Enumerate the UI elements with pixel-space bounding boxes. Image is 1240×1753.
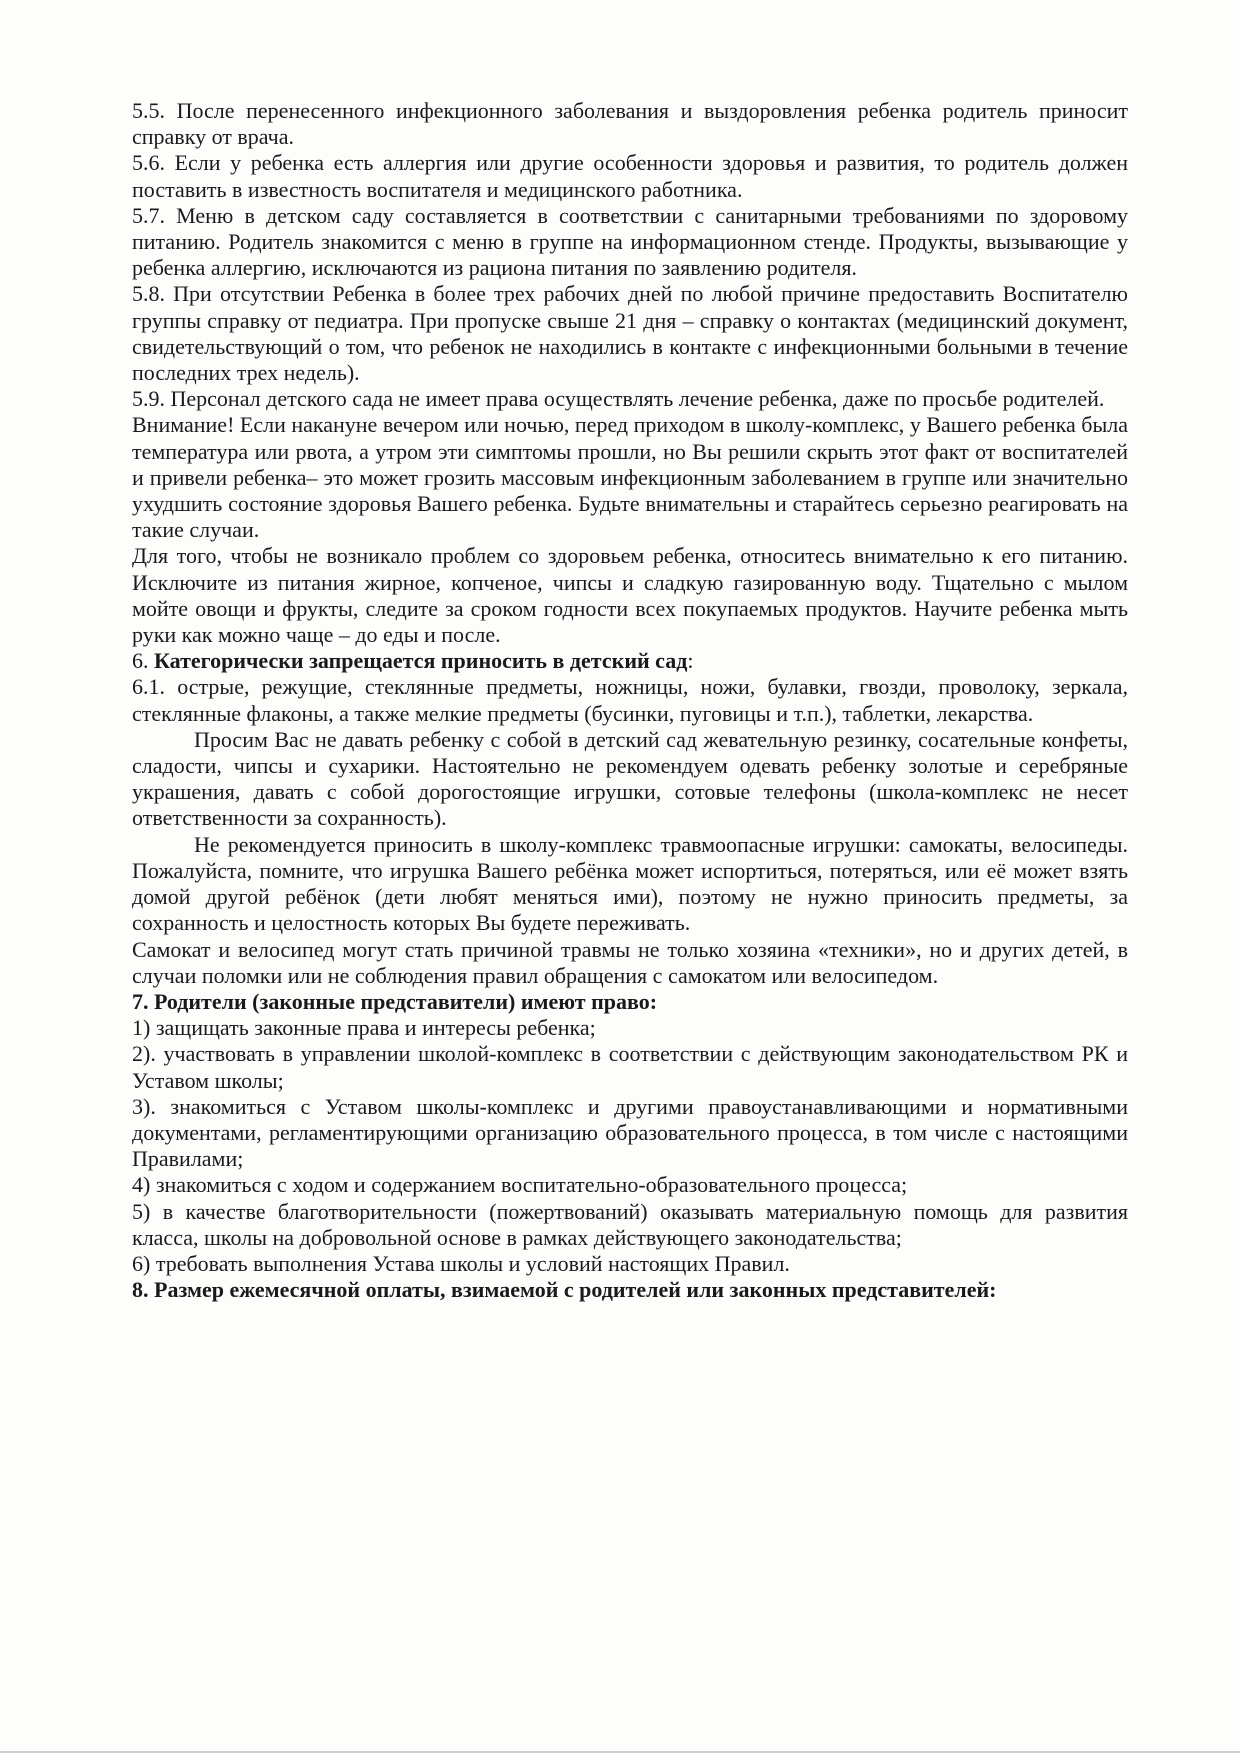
scooter-paragraph: Самокат и велосипед могут стать причиной травмы не только хозяина «техники», но и других детей, в случаи поломки или не соблюдения правил обращения с самокатом или велосипедом. [132,936,1128,988]
section-6-title: Категорически запрещается приносить в детский сад [148,648,688,674]
toys-paragraph: Не рекомендуется приносить в школу-комплекс травмоопасные игрушки: самокаты, велосипеды. Пожалуйста, помните, что игрушка Вашего ребёнка может испортиться, потеряться, или её может взять домой другой ребёнок (дети любят меняться ими), поэтому не нужно приносить предметы, за сохранность и целостность которых Вы будете переживать. [132,831,1128,936]
request-paragraph: Просим Вас не давать ребенку с собой в детский сад жевательную резинку, сосательные конфеты, сладости, чипсы и сухарики. Настоятельно не рекомендуем одевать ребенку золотые и серебряные украшения, давать с собой дорогостоящие игрушки, сотовые телефоны (школа-комплекс не несет ответственности за сохранность). [132,726,1128,831]
nutrition-paragraph: Для того, чтобы не возникало проблем со здоровьем ребенка, относитесь внимательно к его питанию. Исключите из питания жирное, копченое, чипсы и сладкую газированную воду. Тщательно с мылом мойте овощи и фрукты, следите за сроком годности всех покупаемых продуктов. Научите ребенка мыть руки как можно чаще – до еды и после. [132,543,1128,648]
warning-paragraph: Внимание! Если накануне вечером или ночью, перед приходом в школу-комплекс, у Вашего ребенка была температура или рвота, а утром эти симптомы прошли, но Вы решили скрыть этот факт от воспитателей и привели ребенка– это может грозить массовым инфекционным заболеванием в группе или значительно ухудшить состояние здоровья Вашего ребенка. Будьте внимательны и старайтесь серьезно реагировать на такие случаи. [132,412,1128,543]
right-item: 3). знакомиться с Уставом школы-комплекс и другими правоустанавливающими и нормативными документами, регламентирующими организацию образовательного процесса, в том числе с настоящими Правилами; [132,1093,1128,1172]
right-item: 5) в качестве благотворительности (пожертвований) оказывать материальную помощь для развития класса, школы на добровольной основе в рамках действующего законодательства; [132,1198,1128,1250]
right-item: 2). участвовать в управлении школой-комплекс в соответствии с действующим законодательством РК и Уставом школы; [132,1041,1128,1093]
section-6-number: 6. [132,648,149,674]
paragraph-5-6: 5.6. Если у ребенка есть аллергия или другие особенности здоровья и развития, то родитель должен поставить в известность воспитателя и медицинского работника. [132,150,1128,202]
right-item: 1) защищать законные права и интересы ребенка; [132,1015,596,1041]
section-8-heading: 8. Размер ежемесячной оплаты, взимаемой с родителей или законных представителей: [132,1277,997,1303]
paragraph-5-5: 5.5. После перенесенного инфекционного заболевания и выздоровления ребенка родитель приносит справку от врача. [132,98,1128,150]
paragraph-5-7: 5.7. Меню в детском саду составляется в соответствии с санитарными требованиями по здоровому питанию. Родитель знакомится с меню в группе на информационном стенде. Продукты, вызывающие у ребенка аллергию, исключаются из рациона питания по заявлению родителя. [132,202,1128,281]
section-6-heading [132,648,1128,674]
right-item: 4) знакомиться с ходом и содержанием воспитательно-образовательного процесса; [132,1172,908,1198]
right-item: 6) требовать выполнения Устава школы и условий настоящих Правил. [132,1250,790,1276]
section-7-heading: 7. Родители (законные представители) имеют право: [132,988,658,1014]
section-6-colon: : [687,648,694,674]
paragraph-5-9: 5.9. Персонал детского сада не имеет права осуществлять лечение ребенка, даже по просьбе родителей. [132,386,1105,412]
document-body [132,98,1128,1303]
paragraph-5-8: 5.8. При отсутствии Ребенка в более трех рабочих дней по любой причине предоставить Воспитателю группы справку от педиатра. При пропуске свыше 21 дня – справку о контактах (медицинский документ, свидетельствующий о том, что ребенок не находились в контакте с инфекционными больными в течение последних трех недель). [132,281,1128,386]
paragraph-6-1: 6.1. острые, режущие, стеклянные предметы, ножницы, ножи, булавки, гвозди, проволоку, зеркала, стеклянные флаконы, а также мелкие предметы (бусинки, пуговицы и т.п.), таблетки, лекарства. [132,674,1128,726]
